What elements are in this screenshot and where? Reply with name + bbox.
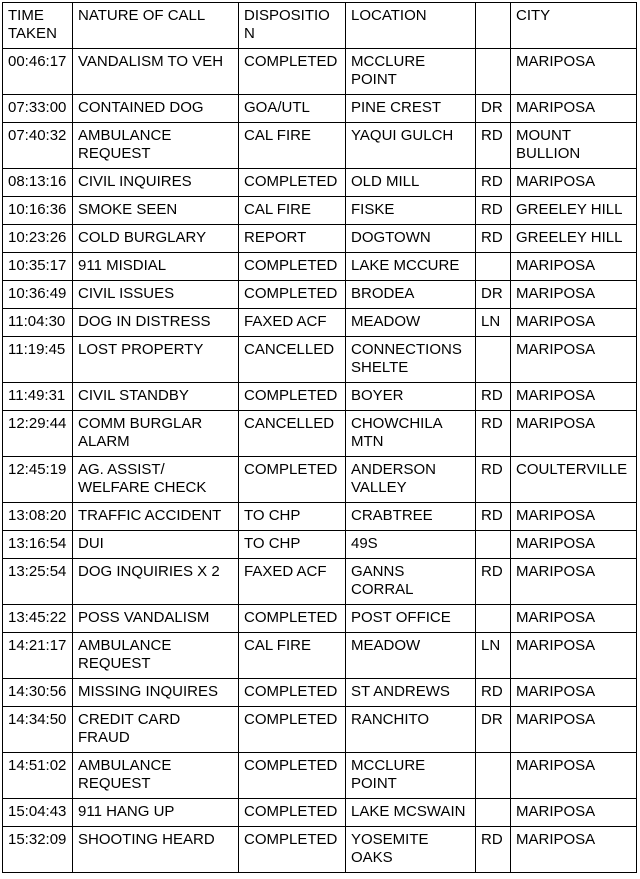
cell-nature-of-call: COMM BURGLAR ALARM (73, 411, 239, 457)
table-row (3, 281, 637, 309)
cell-time-taken: 12:29:44 (3, 411, 73, 457)
cell-city: MARIPOSA (511, 95, 637, 123)
cell-disposition: CAL FIRE (239, 633, 346, 679)
cell-disposition: COMPLETED (239, 605, 346, 633)
cell-street-suffix: RD (476, 679, 511, 707)
cell-disposition: COMPLETED (239, 457, 346, 503)
cell-nature-of-call: POSS VANDALISM (73, 605, 239, 633)
cell-time-taken: 14:30:56 (3, 679, 73, 707)
cell-nature-of-call: DUI (73, 531, 239, 559)
cell-disposition: COMPLETED (239, 281, 346, 309)
cell-nature-of-call: LOST PROPERTY (73, 337, 239, 383)
cell-disposition: GOA/UTL (239, 95, 346, 123)
cell-street-suffix (476, 253, 511, 281)
cell-time-taken: 14:21:17 (3, 633, 73, 679)
cell-nature-of-call: AMBULANCE REQUEST (73, 633, 239, 679)
table-row (3, 95, 637, 123)
cell-nature-of-call: TRAFFIC ACCIDENT (73, 503, 239, 531)
cell-location: MCCLURE POINT (346, 753, 476, 799)
cell-nature-of-call: DOG IN DISTRESS (73, 309, 239, 337)
cell-disposition: COMPLETED (239, 753, 346, 799)
cell-location: YOSEMITE OAKS (346, 827, 476, 873)
cell-city: MARIPOSA (511, 679, 637, 707)
cell-disposition: TO CHP (239, 503, 346, 531)
cell-disposition: COMPLETED (239, 49, 346, 95)
cell-city: MARIPOSA (511, 411, 637, 457)
table-row (3, 253, 637, 281)
table-row (3, 799, 637, 827)
table-row (3, 337, 637, 383)
cell-street-suffix: RD (476, 559, 511, 605)
cell-city: MARIPOSA (511, 309, 637, 337)
table-row (3, 169, 637, 197)
table-row (3, 123, 637, 169)
table-row (3, 309, 637, 337)
cell-time-taken: 11:19:45 (3, 337, 73, 383)
cell-location: CHOWCHILA MTN (346, 411, 476, 457)
table-row (3, 827, 637, 873)
call-rows (3, 49, 637, 873)
header-city: CITY (511, 3, 637, 49)
cell-location: PINE CREST (346, 95, 476, 123)
cell-location: MEADOW (346, 633, 476, 679)
cell-nature-of-call: VANDALISM TO VEH (73, 49, 239, 95)
cell-disposition: COMPLETED (239, 707, 346, 753)
cell-nature-of-call: SHOOTING HEARD (73, 827, 239, 873)
table-row (3, 707, 637, 753)
cell-time-taken: 13:25:54 (3, 559, 73, 605)
header-disposition: DISPOSITION (239, 3, 346, 49)
cell-disposition: COMPLETED (239, 253, 346, 281)
cell-time-taken: 15:04:43 (3, 799, 73, 827)
cell-time-taken: 15:32:09 (3, 827, 73, 873)
cell-time-taken: 10:35:17 (3, 253, 73, 281)
header-street-suffix (476, 3, 511, 49)
cell-street-suffix (476, 531, 511, 559)
cell-location: CRABTREE (346, 503, 476, 531)
cell-location: FISKE (346, 197, 476, 225)
cell-nature-of-call: CIVIL STANDBY (73, 383, 239, 411)
header-row (3, 3, 637, 49)
table-row (3, 559, 637, 605)
table-row (3, 383, 637, 411)
cell-location: BOYER (346, 383, 476, 411)
cell-location: YAQUI GULCH (346, 123, 476, 169)
cell-city: MARIPOSA (511, 169, 637, 197)
cell-city: MOUNT BULLION (511, 123, 637, 169)
cell-location: ANDERSON VALLEY (346, 457, 476, 503)
cell-disposition: COMPLETED (239, 383, 346, 411)
cell-street-suffix (476, 605, 511, 633)
cell-nature-of-call: AMBULANCE REQUEST (73, 753, 239, 799)
cell-location: MCCLURE POINT (346, 49, 476, 95)
cell-city: MARIPOSA (511, 753, 637, 799)
cell-city: MARIPOSA (511, 337, 637, 383)
table-row (3, 503, 637, 531)
cell-disposition: REPORT (239, 225, 346, 253)
cell-city: MARIPOSA (511, 633, 637, 679)
cell-street-suffix (476, 799, 511, 827)
cell-street-suffix: RD (476, 827, 511, 873)
cell-street-suffix: LN (476, 633, 511, 679)
cell-disposition: CAL FIRE (239, 197, 346, 225)
cell-city: GREELEY HILL (511, 197, 637, 225)
cell-street-suffix: DR (476, 95, 511, 123)
cell-location: GANNS CORRAL (346, 559, 476, 605)
cell-location: ST ANDREWS (346, 679, 476, 707)
cell-city: MARIPOSA (511, 559, 637, 605)
cell-disposition: CAL FIRE (239, 123, 346, 169)
cell-time-taken: 07:33:00 (3, 95, 73, 123)
cell-street-suffix: DR (476, 281, 511, 309)
table-row (3, 679, 637, 707)
cell-location: BRODEA (346, 281, 476, 309)
header-nature-of-call: NATURE OF CALL (73, 3, 239, 49)
cell-street-suffix: LN (476, 309, 511, 337)
cell-location: LAKE MCSWAIN (346, 799, 476, 827)
table-row (3, 605, 637, 633)
cell-street-suffix (476, 49, 511, 95)
cell-time-taken: 14:34:50 (3, 707, 73, 753)
cell-nature-of-call: CONTAINED DOG (73, 95, 239, 123)
cell-street-suffix: RD (476, 197, 511, 225)
cell-city: MARIPOSA (511, 383, 637, 411)
cell-nature-of-call: CREDIT CARD FRAUD (73, 707, 239, 753)
table-row (3, 49, 637, 95)
cell-city: MARIPOSA (511, 827, 637, 873)
cell-location: LAKE MCCURE (346, 253, 476, 281)
cell-disposition: COMPLETED (239, 169, 346, 197)
cell-nature-of-call: SMOKE SEEN (73, 197, 239, 225)
cell-time-taken: 14:51:02 (3, 753, 73, 799)
cell-city: COULTERVILLE (511, 457, 637, 503)
cell-city: MARIPOSA (511, 799, 637, 827)
table-row (3, 197, 637, 225)
cell-time-taken: 10:16:36 (3, 197, 73, 225)
cell-city: MARIPOSA (511, 707, 637, 753)
table-row (3, 531, 637, 559)
cell-city: MARIPOSA (511, 605, 637, 633)
cell-nature-of-call: 911 HANG UP (73, 799, 239, 827)
table-row (3, 225, 637, 253)
cell-street-suffix: RD (476, 383, 511, 411)
header-time-taken: TIME TAKEN (3, 3, 73, 49)
cell-street-suffix (476, 337, 511, 383)
cell-street-suffix: RD (476, 225, 511, 253)
cell-street-suffix (476, 753, 511, 799)
cell-time-taken: 11:04:30 (3, 309, 73, 337)
cell-disposition: COMPLETED (239, 679, 346, 707)
cell-location: OLD MILL (346, 169, 476, 197)
cell-city: MARIPOSA (511, 49, 637, 95)
cell-nature-of-call: CIVIL ISSUES (73, 281, 239, 309)
cell-nature-of-call: COLD BURGLARY (73, 225, 239, 253)
cell-time-taken: 08:13:16 (3, 169, 73, 197)
cell-disposition: FAXED ACF (239, 559, 346, 605)
cell-disposition: FAXED ACF (239, 309, 346, 337)
cell-street-suffix: RD (476, 123, 511, 169)
cell-location: DOGTOWN (346, 225, 476, 253)
cell-city: MARIPOSA (511, 253, 637, 281)
cell-location: POST OFFICE (346, 605, 476, 633)
cell-street-suffix: RD (476, 169, 511, 197)
cell-disposition: CANCELLED (239, 411, 346, 457)
table-row (3, 633, 637, 679)
cell-time-taken: 12:45:19 (3, 457, 73, 503)
cell-city: MARIPOSA (511, 281, 637, 309)
cell-disposition: TO CHP (239, 531, 346, 559)
cell-street-suffix: RD (476, 503, 511, 531)
cell-time-taken: 10:36:49 (3, 281, 73, 309)
cell-location: CONNECTIONS SHELTE (346, 337, 476, 383)
table-row (3, 457, 637, 503)
cell-nature-of-call: MISSING INQUIRES (73, 679, 239, 707)
cell-time-taken: 13:16:54 (3, 531, 73, 559)
cell-city: GREELEY HILL (511, 225, 637, 253)
call-log-table (2, 2, 637, 873)
cell-time-taken: 11:49:31 (3, 383, 73, 411)
cell-disposition: COMPLETED (239, 827, 346, 873)
header-location: LOCATION (346, 3, 476, 49)
cell-nature-of-call: AG. ASSIST/ WELFARE CHECK (73, 457, 239, 503)
cell-city: MARIPOSA (511, 503, 637, 531)
cell-time-taken: 13:08:20 (3, 503, 73, 531)
cell-street-suffix: DR (476, 707, 511, 753)
cell-nature-of-call: 911 MISDIAL (73, 253, 239, 281)
cell-time-taken: 10:23:26 (3, 225, 73, 253)
cell-time-taken: 00:46:17 (3, 49, 73, 95)
cell-time-taken: 07:40:32 (3, 123, 73, 169)
cell-location: 49S (346, 531, 476, 559)
cell-street-suffix: RD (476, 411, 511, 457)
cell-location: MEADOW (346, 309, 476, 337)
cell-street-suffix: RD (476, 457, 511, 503)
cell-location: RANCHITO (346, 707, 476, 753)
table-row (3, 411, 637, 457)
cell-time-taken: 13:45:22 (3, 605, 73, 633)
table-row (3, 753, 637, 799)
cell-nature-of-call: AMBULANCE REQUEST (73, 123, 239, 169)
cell-disposition: COMPLETED (239, 799, 346, 827)
cell-city: MARIPOSA (511, 531, 637, 559)
cell-nature-of-call: DOG INQUIRIES X 2 (73, 559, 239, 605)
cell-disposition: CANCELLED (239, 337, 346, 383)
cell-nature-of-call: CIVIL INQUIRES (73, 169, 239, 197)
